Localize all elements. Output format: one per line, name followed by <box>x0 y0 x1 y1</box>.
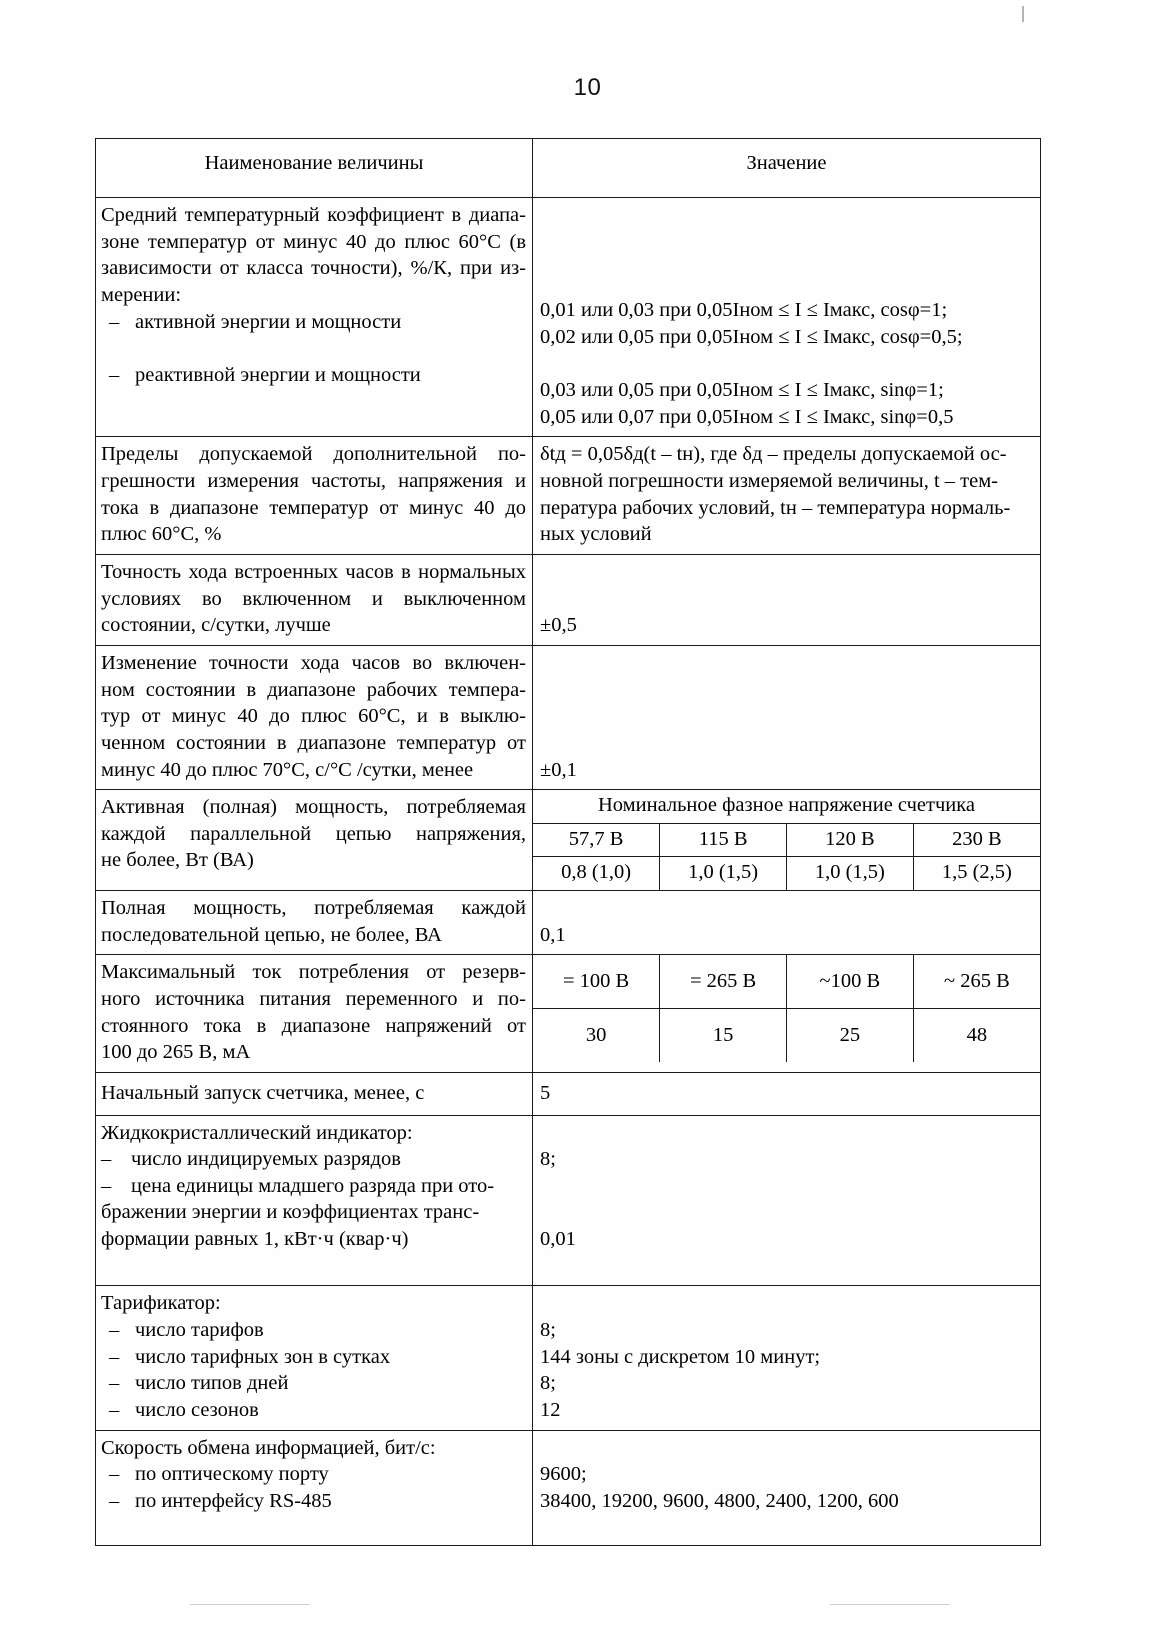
bullet-text: по интерфейсу RS-485 <box>135 1489 332 1512</box>
voltage-header-cell: 115 В <box>660 823 787 857</box>
table-row <box>96 1430 1041 1545</box>
name-line: минус 40 до плюс 70°С, с/°С /сутки, менее <box>101 758 474 781</box>
name-line: ном состоянии в диапазоне рабочих темпера- <box>101 678 526 701</box>
row-value-temp-coefficient <box>533 198 1041 437</box>
name-line: 100 до 265 В, мА <box>101 1041 251 1064</box>
value-line: 9600; <box>540 1463 587 1486</box>
row-name-active-power <box>96 790 533 891</box>
blank-line <box>540 586 1034 613</box>
error-formula: δtд = 0,05δд(t – tн) <box>540 443 701 466</box>
name-bullet <box>101 1173 526 1200</box>
value-line: 0,01 <box>540 1228 576 1251</box>
scan-artifact-bottom-right <box>830 1604 950 1605</box>
blank-line <box>540 1199 1034 1226</box>
value-text: ±0,1 <box>540 758 577 781</box>
row-name-tariffication <box>96 1286 533 1430</box>
dash-marker: – <box>109 1345 120 1368</box>
name-line: зоне температур от минус 40 до плюс 60°С (в <box>101 230 526 253</box>
blank-line <box>540 559 1034 586</box>
blank-line <box>540 895 1034 922</box>
blank-line <box>540 1120 1034 1147</box>
value-line: 0,03 или 0,05 при 0,05Iном ≤ I ≤ Iмакс, sinφ=1; <box>540 379 944 402</box>
bullet-text: число индицируемых разрядов <box>131 1148 401 1171</box>
voltage-header-cell: 57,7 В <box>533 823 660 857</box>
sub-table-header-row <box>533 823 1040 857</box>
voltage-caption: Номинальное фазное напряжение счетчика <box>533 790 1040 823</box>
name-line: мерении: <box>101 283 182 306</box>
error-formula-line <box>540 441 1034 468</box>
row-value-lcd-indicator <box>533 1115 1041 1286</box>
table-row <box>96 1072 1041 1115</box>
dash-marker: – <box>109 1489 120 1512</box>
dash-marker: – <box>101 1148 112 1171</box>
table-row <box>96 790 1041 891</box>
sub-table-value-row <box>533 857 1040 890</box>
value-line: 0,01 или 0,03 при 0,05Iном ≤ I ≤ Iмакс, cosφ=1; <box>540 299 948 322</box>
row-name-clock-drift <box>96 645 533 789</box>
voltage-value-cell: 1,0 (1,5) <box>660 857 787 890</box>
blank-line <box>540 730 1034 757</box>
name-line: условиях во включенном и выключенном <box>101 587 526 610</box>
name-line: Изменение точности хода часов во включен- <box>101 651 526 674</box>
name-title: Скорость обмена информацией, бит/с: <box>101 1436 436 1459</box>
value-line: 0,02 или 0,05 при 0,05Iном ≤ I ≤ Iмакс, cosφ=0,5; <box>540 325 963 348</box>
name-line: бражении энергии и коэффициентах транс- <box>101 1201 480 1224</box>
blank-line <box>101 335 526 362</box>
name-line: ного источника питания переменного и по- <box>101 987 526 1010</box>
scan-artifact-top <box>1022 6 1024 22</box>
table-header-row <box>96 139 1041 198</box>
name-line: состоянии, с/сутки, лучше <box>101 614 331 637</box>
row-value-full-power <box>533 891 1041 955</box>
bullet-text: по оптическому порту <box>135 1463 329 1486</box>
name-line: тур от минус 40 до плюс 60°С, и в выклю- <box>101 705 526 728</box>
name-line: плюс 60°С, % <box>101 523 222 546</box>
table-row <box>96 645 1041 789</box>
dash-marker: – <box>101 1174 112 1197</box>
sub-table-header-row <box>533 955 1040 1009</box>
name-line: Пределы допускаемой дополнительной по- <box>101 443 526 466</box>
name-bullet <box>101 1317 526 1344</box>
name-line: формации равных 1, кВт·ч (квар·ч) <box>101 1228 409 1251</box>
sub-table-value-row <box>533 1009 1040 1063</box>
sub-table-caption-row <box>533 790 1040 823</box>
row-name-temp-coefficient <box>96 198 533 437</box>
row-name-clock-accuracy <box>96 555 533 646</box>
current-header-cell: ~100 В <box>787 955 914 1009</box>
name-line: зависимости от класса точности), %/К, при из- <box>101 257 526 280</box>
dash-marker: – <box>109 1372 120 1395</box>
name-bullet <box>101 309 526 336</box>
value-text: 5 <box>540 1081 551 1104</box>
blank-line <box>540 244 1034 271</box>
row-name-additional-error <box>96 437 533 555</box>
blank-line <box>101 1253 526 1280</box>
table-row <box>96 198 1041 437</box>
voltage-value-cell: 0,8 (1,0) <box>533 857 660 890</box>
value-text: 0,1 <box>540 923 566 946</box>
current-header-cell: = 100 В <box>533 955 660 1009</box>
bullet-text: число тарифных зон в сутках <box>135 1345 391 1368</box>
table-row <box>96 555 1041 646</box>
name-bullet <box>101 1146 526 1173</box>
value-line: 38400, 19200, 9600, 4800, 2400, 1200, 600 <box>540 1489 899 1512</box>
voltage-value-cell: 1,5 (2,5) <box>913 857 1040 890</box>
name-line: Начальный запуск счетчика, менее, с <box>101 1081 425 1104</box>
column-header-name: Наименование величины <box>96 139 533 198</box>
blank-line <box>540 650 1034 677</box>
value-line: новной погрешности измеряемой величины, t – тем- <box>540 470 998 493</box>
name-bullet <box>101 1397 526 1424</box>
specification-table-wrapper <box>95 138 1040 1546</box>
row-value-tariffication <box>533 1286 1041 1430</box>
row-name-lcd-indicator <box>96 1115 533 1286</box>
dash-marker: – <box>109 1463 120 1486</box>
name-line: Полная мощность, потребляемая каждой <box>101 897 526 920</box>
bullet-text: активной энергии и мощности <box>135 310 402 333</box>
name-bullet <box>101 1344 526 1371</box>
name-line: ченном состоянии в диапазоне температур от <box>101 731 526 754</box>
name-line: стоянного тока в диапазоне напряжений от <box>101 1014 526 1037</box>
bullet-text: число типов дней <box>135 1372 289 1395</box>
current-value-cell: 48 <box>913 1009 1040 1063</box>
row-value-clock-drift <box>533 645 1041 789</box>
blank-line <box>540 1290 1034 1317</box>
current-header-cell: ~ 265 В <box>913 955 1040 1009</box>
blank-line <box>540 351 1034 378</box>
value-line: 8; <box>540 1372 556 1395</box>
name-bullet <box>101 1370 526 1397</box>
column-header-value: Значение <box>533 139 1041 198</box>
dash-marker: – <box>109 1398 120 1421</box>
row-name-exchange-rate <box>96 1430 533 1545</box>
name-line: последовательной цепью, не более, ВА <box>101 923 442 946</box>
current-header-cell: = 265 В <box>660 955 787 1009</box>
name-title: Жидкокристаллический индикатор: <box>101 1121 413 1144</box>
name-line: тока в диапазоне температур от минус 40 до <box>101 496 526 519</box>
name-bullet <box>101 1461 526 1488</box>
current-value-cell: 30 <box>533 1009 660 1063</box>
blank-line <box>540 271 1034 298</box>
dash-marker: – <box>109 1319 120 1342</box>
name-line: грешности измерения частоты, напряжения и <box>101 470 526 493</box>
blank-line <box>540 703 1034 730</box>
name-line: Точность хода встроенных часов в нормальных <box>101 561 526 584</box>
row-value-clock-accuracy <box>533 555 1041 646</box>
voltage-header-cell: 230 В <box>913 823 1040 857</box>
value-line: пература рабочих условий, tн – температура нормаль- <box>540 496 1011 519</box>
table-row <box>96 955 1041 1073</box>
name-bullet <box>101 1488 526 1515</box>
value-line: 144 зоны с дискретом 10 минут; <box>540 1345 821 1368</box>
dash-marker: – <box>109 363 120 386</box>
current-sub-table <box>533 955 1040 1062</box>
value-text: ±0,5 <box>540 614 577 637</box>
dash-marker: – <box>109 310 120 333</box>
bullet-text: число тарифов <box>135 1319 264 1342</box>
row-name-initial-startup <box>96 1072 533 1115</box>
value-line: ных условий <box>540 523 652 546</box>
blank-line <box>540 1173 1034 1200</box>
voltage-sub-table <box>533 790 1040 890</box>
bullet-text: число сезонов <box>135 1398 259 1421</box>
voltage-value-cell: 1,0 (1,5) <box>787 857 914 890</box>
blank-line <box>540 677 1034 704</box>
page-number: 10 <box>573 74 602 101</box>
table-row <box>96 891 1041 955</box>
bullet-text: реактивной энергии и мощности <box>135 363 421 386</box>
blank-line <box>540 1435 1034 1462</box>
row-value-backup-current <box>533 955 1041 1073</box>
value-line: , где δд – пределы допускаемой ос- <box>700 443 1007 466</box>
name-line: каждой параллельной цепью напряжения, <box>101 822 526 845</box>
row-value-initial-startup <box>533 1072 1041 1115</box>
value-line: 8; <box>540 1319 556 1342</box>
current-value-cell: 15 <box>660 1009 787 1063</box>
scan-artifact-bottom-left <box>190 1604 310 1605</box>
row-value-exchange-rate <box>533 1430 1041 1545</box>
voltage-header-cell: 120 В <box>787 823 914 857</box>
name-line: Активная (полная) мощность, потребляемая <box>101 796 526 819</box>
name-title: Тарификатор: <box>101 1292 221 1315</box>
value-line: 0,05 или 0,07 при 0,05Iном ≤ I ≤ Iмакс, sinφ=0,5 <box>540 405 954 428</box>
name-line: Максимальный ток потребления от резерв- <box>101 961 526 984</box>
name-line: не более, Вт (ВА) <box>101 849 254 872</box>
name-bullet <box>101 362 526 389</box>
table-row <box>96 437 1041 555</box>
name-line: Средний температурный коэффициент в диапа- <box>101 204 526 226</box>
specification-table <box>95 138 1041 1546</box>
bullet-text: цена единицы младшего разряда при ото- <box>131 1174 495 1197</box>
row-value-additional-error <box>533 437 1041 555</box>
table-row <box>96 1115 1041 1286</box>
value-line: 12 <box>540 1398 561 1421</box>
table-row <box>96 1286 1041 1430</box>
row-value-active-power <box>533 790 1041 891</box>
current-value-cell: 25 <box>787 1009 914 1063</box>
value-line: 8; <box>540 1148 556 1171</box>
row-name-backup-current <box>96 955 533 1073</box>
row-name-full-power <box>96 891 533 955</box>
